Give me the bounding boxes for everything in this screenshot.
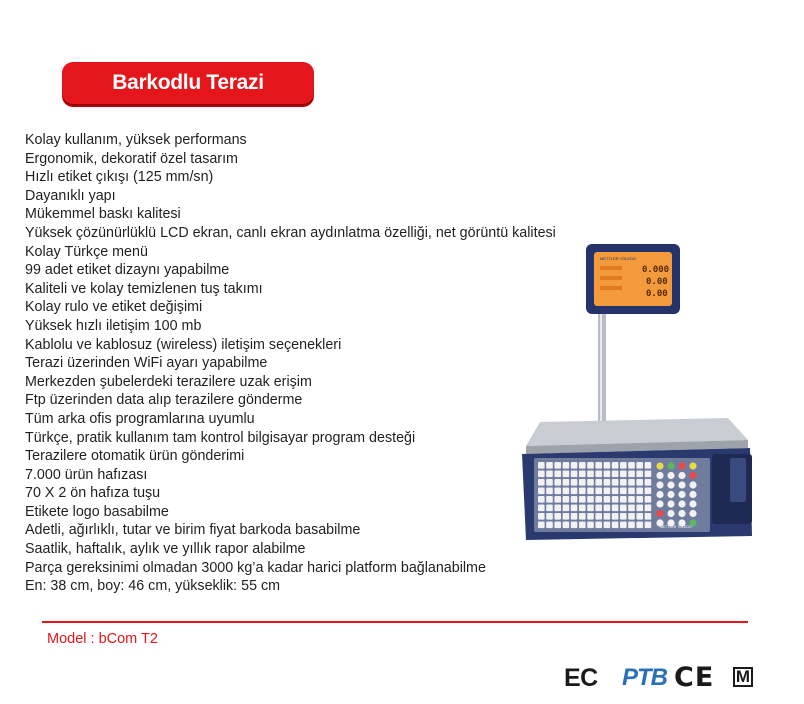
feature-item: Kaliteli ve kolay temizlenen tuş takımı [25,280,263,297]
feature-item: Türkçe, pratik kullanım tam kontrol bilgisayar program desteği [25,429,416,446]
m-mark: M [733,667,753,687]
feature-item: Ergonomik, dekoratif özel tasarım [25,150,238,167]
feature-item: Kolay rulo ve etiket değişimi [25,299,203,316]
feature-item: 99 adet etiket dizaynı yapabilme [25,262,230,279]
feature-item: Merkezden şubelerdeki terazilere uzak erişim [25,373,312,390]
title-banner [62,62,314,104]
feature-item: Kolay Türkçe menü [25,243,148,260]
feature-item: Dayanıklı yapı [25,187,116,204]
ce-mark: CE [674,662,715,693]
feature-item: 7.000 ürün hafızası [25,466,148,483]
lcd-reading-1: 0.000 [642,265,670,275]
feature-item: Terazilere otomatik ürün gönderimi [25,448,245,465]
lcd-reading-2: 0.00 [646,277,668,287]
model-label: Model : bCom T2 [47,631,158,647]
lcd-reading-3: 0.00 [646,289,668,299]
scale-image [520,240,760,540]
keyboard-brand: METTLER TOLEDO [660,525,692,529]
feature-item: Mükemmel baskı kalitesi [25,206,181,223]
feature-item: Kablolu ve kablosuz (wireless) iletişim seçenekleri [25,336,342,353]
feature-item: Kolay kullanım, yüksek performans [25,132,247,148]
ptb-mark: PTB [622,664,667,691]
feature-item: En: 38 cm, boy: 46 cm, yükseklik: 55 cm [25,578,281,595]
feature-item: Ftp üzerinden data alıp terazilere gönderme [25,392,303,409]
feature-item: Terazi üzerinden WiFi ayarı yapabilme [25,355,268,372]
feature-item: Hızlı etiket çıkışı (125 mm/sn) [25,169,214,186]
feature-item: Yüksek hızlı iletişim 100 mb [25,317,202,334]
display-brand: METTLER TOLEDO [600,256,637,261]
page-title: Barkodlu Terazi [112,71,264,94]
ec-mark: EC [564,664,598,692]
feature-item: Etikete logo basabilme [25,503,169,520]
feature-item: 70 X 2 ön hafıza tuşu [25,485,161,502]
feature-item: Yüksek çözünürlüklü LCD ekran, canlı ekran aydınlatma özelliği, net görüntü kalitesi [25,224,556,241]
footer-divider [42,621,748,623]
feature-item: Adetli, ağırlıklı, tutar ve birim fiyat barkoda basabilme [25,522,361,539]
feature-item: Parça gereksinimi olmadan 3000 kg’a kadar harici platform bağlanabilme [25,559,486,576]
feature-item: Saatlik, haftalık, aylık ve yıllık rapor alabilme [25,541,306,558]
feature-item: Tüm arka ofis programlarına uyumlu [25,410,255,427]
